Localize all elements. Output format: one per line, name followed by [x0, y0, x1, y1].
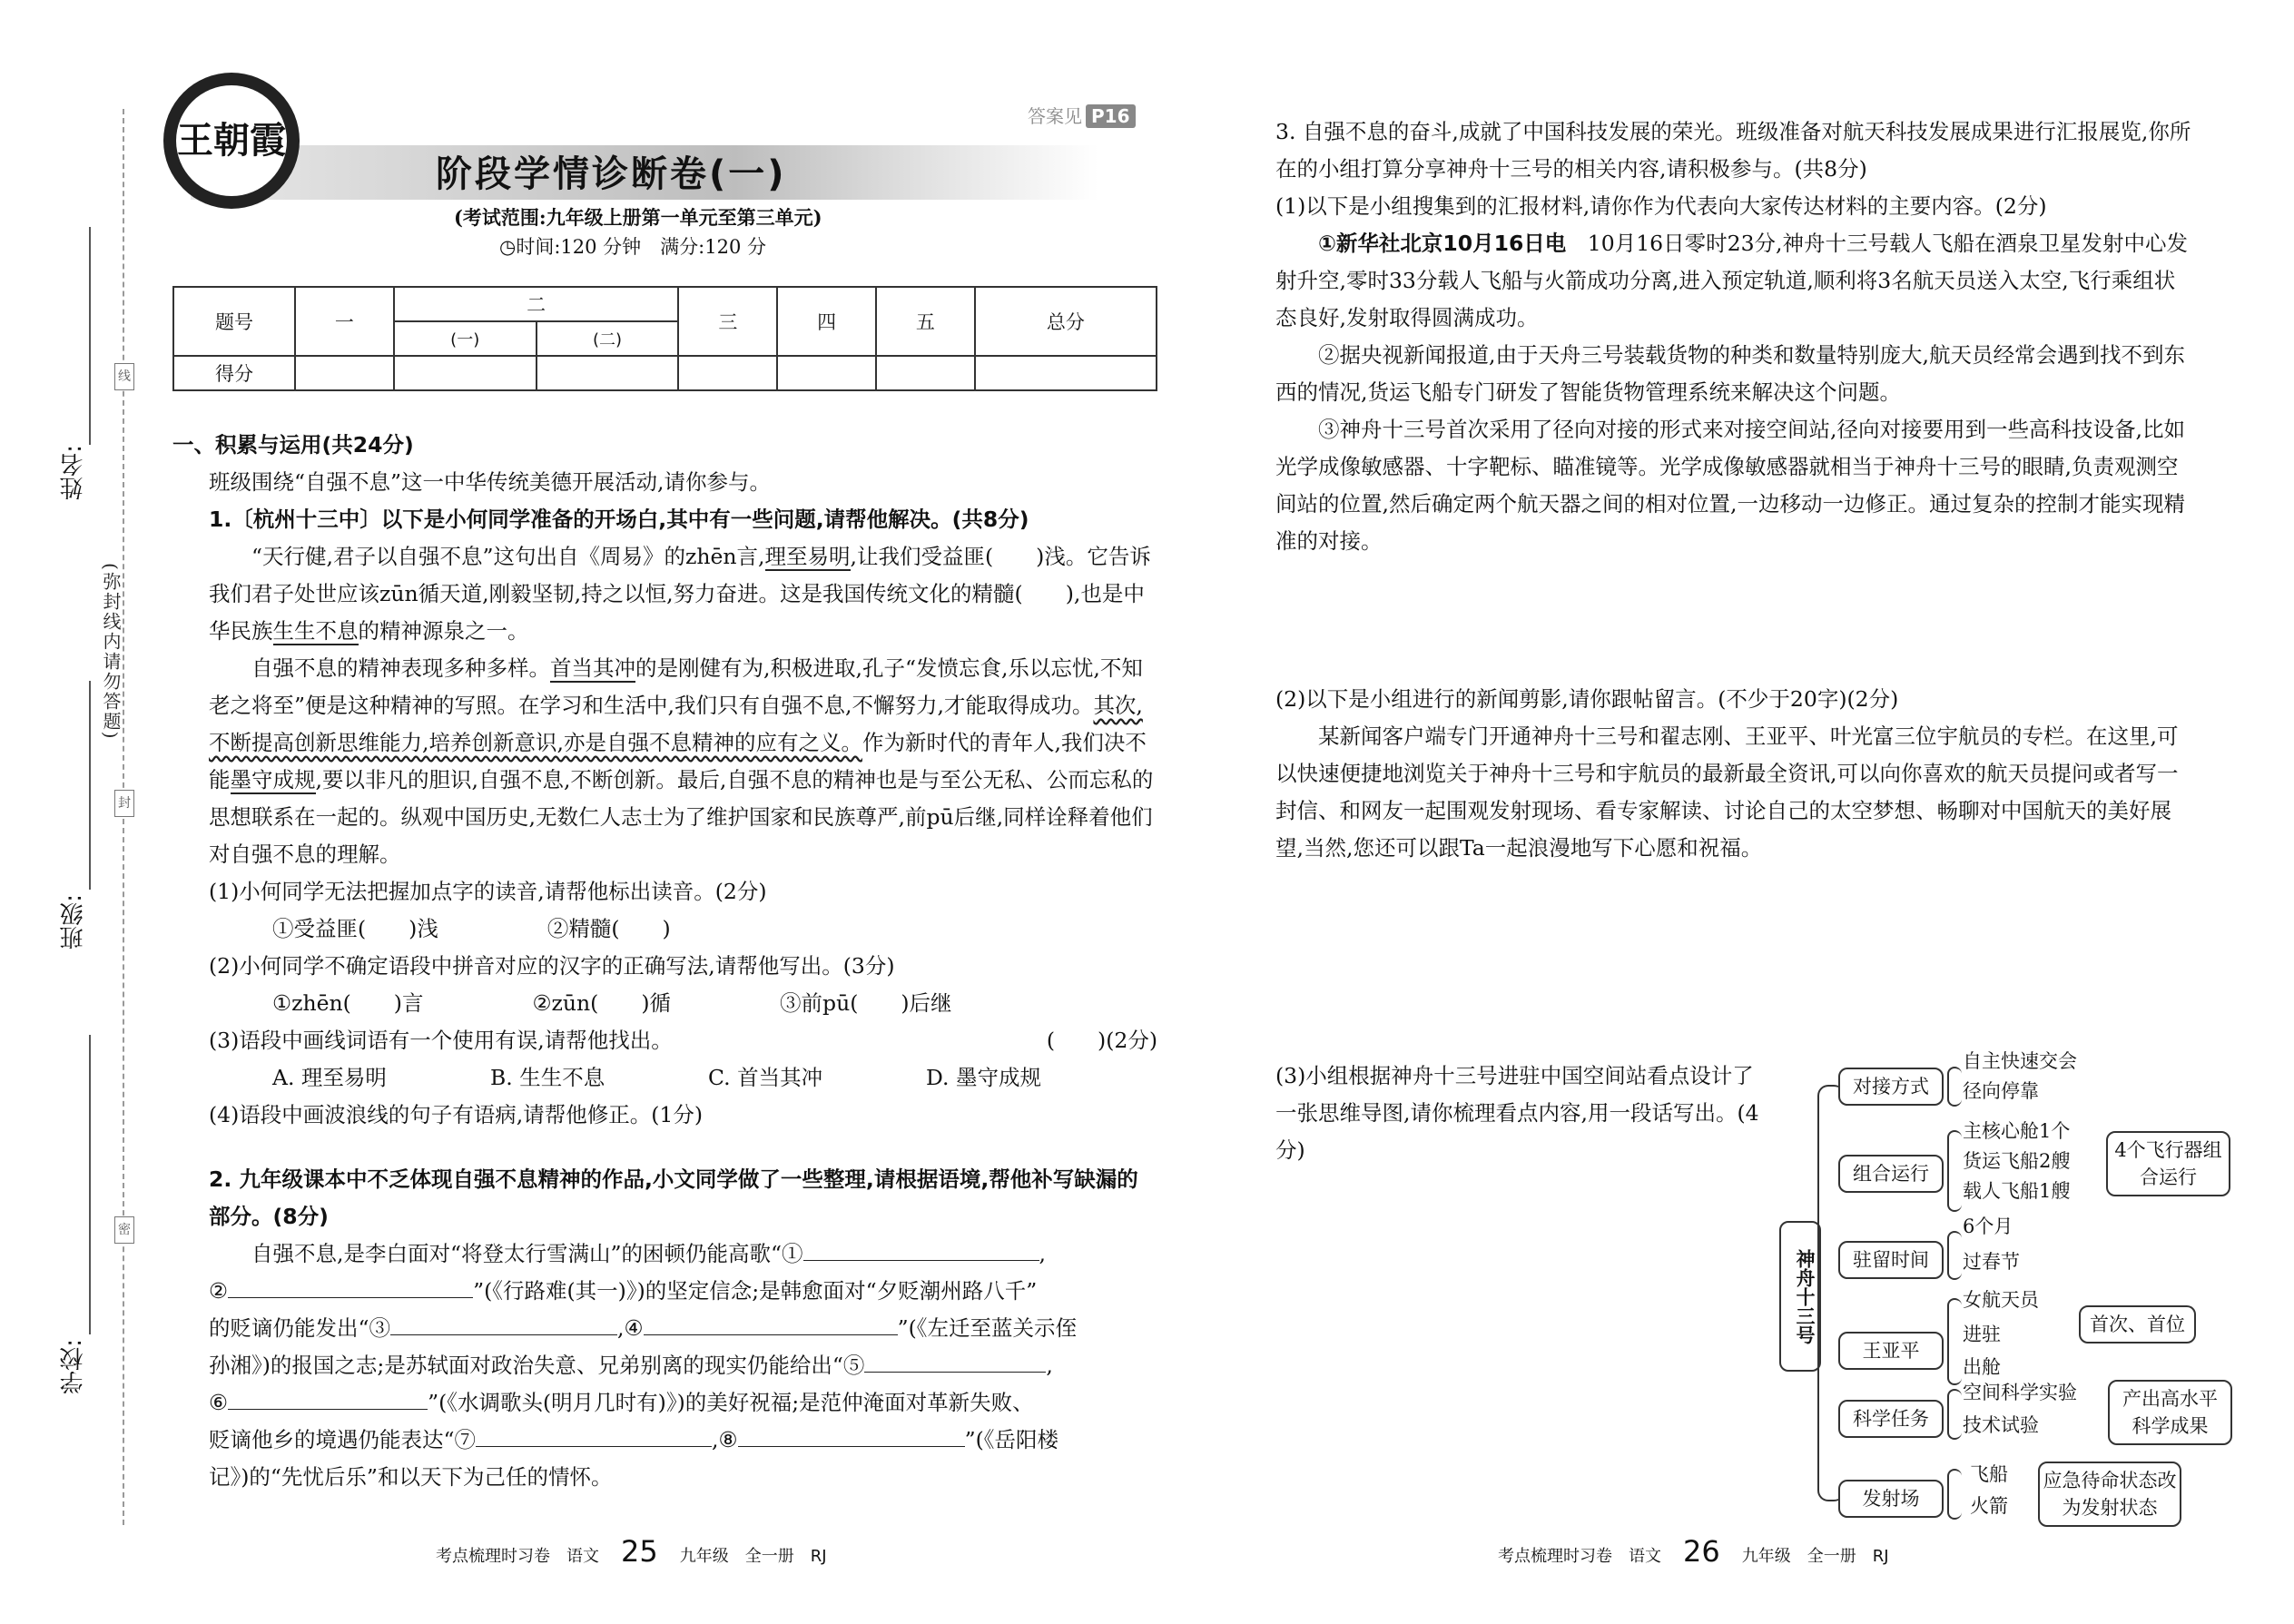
text: ②	[209, 1278, 229, 1304]
text: 孙湘》)的报国之志;是苏轼面对政治失意、兄弟别离的现实仍能给出“⑤	[209, 1353, 865, 1378]
material-3: ③神舟十三号首次采用了径向对接的形式来对接空间站,径向对接要用到一些高科技设备,比如光学成像敏感器、十字靶标、瞄准镜等。光学成像敏感器就相当于神舟十三号的眼睛,负责观测空间站的位置,然后确定两个航天器之间的相对位置,一边移动一边修正。通过复杂的控制才能实现精准的对接。	[1275, 417, 2185, 554]
result-node: 4个飞行器组合运行	[2106, 1131, 2230, 1196]
blank-4[interactable]	[644, 1314, 898, 1336]
seal-mark-1: 线	[114, 363, 134, 390]
option[interactable]: A. 理至易明	[272, 1065, 387, 1090]
right-content-mid	[1275, 681, 2192, 867]
underlined-phrase: 墨守成规	[230, 767, 316, 792]
score-cell[interactable]	[876, 356, 975, 390]
exam-scope: (考试范围:九年级上册第一单元至第三单元)	[454, 206, 822, 229]
brace	[1947, 1130, 1962, 1212]
result-node: 应急待命状态改为发射状态	[2038, 1462, 2181, 1527]
col-2: 二	[394, 287, 679, 321]
leaf: 货运飞船2艘	[1963, 1150, 2071, 1172]
score-cell[interactable]	[295, 356, 394, 390]
q2-head: 2. 九年级课本中不乏体现自强不息精神的作品,小文同学做了一些整理,请根据语境,帮他补写缺漏的部分。(8分)	[209, 1166, 1138, 1229]
text: 的精神源泉之一。	[358, 618, 529, 644]
brand-logo	[163, 73, 300, 209]
class-label: 班级:	[60, 894, 87, 950]
name-label: 姓名:	[60, 445, 87, 500]
text: ,让我们受益匪( )浅。它告诉我们君子处世应该zūn循天道,刚毅坚韧,持之以恒,努力奋进。这是我国传统文化的精髓( ),也是中华民族	[209, 544, 1151, 644]
q3-sub2: (2)以下是小组进行的新闻剪影,请你跟帖留言。(不少于20字)(2分)	[1275, 686, 1899, 712]
q2-line-6	[172, 1422, 1157, 1459]
item[interactable]: ③前pū( )后继	[780, 990, 952, 1016]
material-2: ②据央视新闻报道,由于天舟三号装载货物的种类和数量特别庞大,航天员经常会遇到找不到东西的情况,货运飞船专门研发了智能货物管理系统来解决这个问题。	[1275, 342, 2185, 405]
branch-combined-operation: 组合运行	[1838, 1155, 1944, 1193]
q1-paragraph-2	[172, 650, 1157, 873]
text: 自强不息的精神表现多种多样。	[251, 655, 550, 681]
footer-grade: 九年级 全一册 RJ	[1741, 1547, 1889, 1566]
score-cell[interactable]	[678, 356, 777, 390]
answer-page: P16	[1086, 104, 1136, 128]
leaf: 载人飞船1艘	[1963, 1180, 2071, 1202]
text: ,要以非凡的胆识,自强不息,不断创新。最后,自强不息的精神也是与至公无私、公而忘私的思想联系在一起的。纵观中国历史,无数仁人志士为了维护国家和民族尊严,前pū后继,同样诠释着他们对自强不息的理解。	[209, 767, 1154, 867]
result-node: 产出高水平科学成果	[2108, 1380, 2232, 1445]
q1-sub1: (1)小何同学无法把握加点字的读音,请帮他标出读音。(2分)	[209, 879, 767, 904]
branch-stay-time: 驻留时间	[1838, 1241, 1944, 1279]
right-page	[1171, 0, 2294, 1624]
text: ,⑧	[712, 1427, 738, 1452]
q3-sub3: (3)小组根据神舟十三号进驻中国空间站看点设计了一张思维导图,请你梳理看点内容,用一段话写出。(4分)	[1275, 1063, 1759, 1163]
seal-mark-2: 封	[114, 790, 134, 817]
branch-wang-yaping: 王亚平	[1838, 1332, 1944, 1370]
footer-grade: 九年级 全一册 RJ	[679, 1547, 827, 1566]
text: “天行健,君子以自强不息”这句出自《周易》的zhēn言,	[251, 544, 765, 569]
logo-text: 王朝霞	[176, 85, 287, 196]
class-field[interactable]	[89, 681, 91, 890]
q1-sub1-items	[172, 910, 1157, 948]
text: 的是刚健有为,积极进取,孔子“发愤忘食,乐以忘忧,不知老之将至”便是这种精神的写照。在学习和生活中,我们只有自强不息,不懈努力,才能取得成功。	[209, 655, 1143, 718]
root-brace	[1817, 1085, 1845, 1501]
leaf: 技术试验	[1963, 1414, 2039, 1436]
score-cell[interactable]	[537, 356, 679, 390]
score-row-label: 得分	[173, 356, 295, 390]
q1-sub4: (4)语段中画波浪线的句子有语病,请帮他修正。(1分)	[209, 1102, 704, 1127]
seal-dashed-line	[123, 109, 124, 1525]
blank-7[interactable]	[476, 1425, 712, 1448]
q2-line-2	[172, 1273, 1157, 1310]
branch-science-tasks: 科学任务	[1838, 1400, 1944, 1438]
right-footer	[1498, 1534, 1889, 1569]
news-text: 某新闻客户端专门开通神舟十三号和翟志刚、王亚平、叶光富三位宇航员的专栏。在这里,可以快速便捷地浏览关于神舟十三号和宇航员的最新最全资讯,可以向你喜欢的航天员提问或者写一封信、和网友一起围观发射现场、看专家解读、讨论自己的太空梦想、畅聊对中国航天的美好展望,当然,您还可以跟Ta一起浪漫地写下心愿和祝福。	[1275, 723, 2179, 861]
q1-sub2: (2)小何同学不确定语段中拼音对应的汉字的正确写法,请帮他写出。(3分)	[209, 953, 895, 979]
material-1	[1275, 225, 2192, 337]
leaf: 过春节	[1963, 1251, 2020, 1273]
q2-line-7: 记》)的“先忧后乐”和以天下为己任的情怀。	[209, 1464, 613, 1490]
blank-6[interactable]	[228, 1388, 428, 1411]
seal-mark-3: 密	[114, 1216, 134, 1244]
sub-col-2: (二)	[537, 321, 679, 356]
section1-intro: 班级围绕“自强不息”这一中华传统美德开展活动,请你参与。	[209, 469, 771, 495]
item[interactable]: ①受益匪( )浅	[272, 916, 438, 941]
page-number: 25	[621, 1534, 658, 1569]
blank-5[interactable]	[864, 1351, 1046, 1373]
school-field[interactable]	[89, 1035, 91, 1334]
option[interactable]: B. 生生不息	[490, 1065, 605, 1090]
wavy-sentence: 其次,不断提高创新思维能力,培养创新意识,亦是自强不息精神的应有之义。	[209, 693, 1143, 755]
sub-col-1: (一)	[394, 321, 537, 356]
branch-launch-site: 发射场	[1838, 1480, 1944, 1518]
q2-line-3	[172, 1310, 1157, 1347]
left-footer	[436, 1534, 827, 1569]
name-field[interactable]	[89, 227, 91, 445]
leaf: 进驻	[1963, 1324, 2001, 1345]
blank-2[interactable]	[228, 1276, 473, 1299]
leaf: 空间科学实验	[1963, 1382, 2077, 1403]
item[interactable]: ①zhēn( )言	[272, 990, 424, 1016]
score-cell[interactable]	[975, 356, 1157, 390]
result-node: 首次、首位	[2079, 1305, 2196, 1343]
text: 自强不息,是李白面对“将登太行雪满山”的困顿仍能高歌“①	[251, 1241, 803, 1266]
clock-icon: ◷	[499, 236, 517, 258]
section1-title: 一、积累与运用(共24分)	[172, 432, 414, 458]
leaf: 自主快速交会	[1963, 1050, 2077, 1072]
leaf: 主核心舱1个	[1963, 1120, 2071, 1142]
item[interactable]: ②精髓( )	[546, 916, 671, 941]
answer-reference	[1028, 102, 1136, 128]
text: ”(《岳阳楼	[964, 1427, 1058, 1452]
left-content	[172, 427, 1157, 1496]
col-5: 五	[876, 287, 975, 356]
leaf: 径向停靠	[1963, 1080, 2039, 1102]
footer-series: 考点梳理时习卷 语文	[1498, 1547, 1661, 1566]
text: 的贬谪仍能发出“③	[209, 1315, 391, 1341]
answer-ref-label: 答案见	[1028, 105, 1082, 127]
seal-note: (弥封线内请勿答题)	[100, 563, 122, 741]
q1-head: 1.〔杭州十三中〕以下是小何同学准备的开场白,其中有一些问题,请帮他解决。(共8分)	[209, 507, 1029, 532]
text: (3)语段中画线词语有一个使用有误,请帮他找出。	[209, 1028, 673, 1053]
time-text: 时间:120 分钟 满分:120 分	[516, 236, 766, 258]
blank-3[interactable]	[390, 1314, 617, 1336]
underlined-phrase: 生生不息	[272, 618, 359, 644]
text: ,④	[617, 1315, 644, 1341]
table-header-label: 题号	[173, 287, 295, 356]
text: 10月16日零时23分,神舟十三号载人飞船在酒泉卫星发射中心发射升空,零时33分载人飞船与火箭成功分离,进入预定轨道,顺利将3名航天员送入太空,飞行乘组状态良好,发射取得圆满成功。	[1275, 231, 2188, 330]
underlined-phrase: 首当其冲	[550, 655, 635, 681]
q2-line-5	[172, 1384, 1157, 1422]
text: 贬谪他乡的境遇仍能表达“⑦	[209, 1427, 477, 1452]
footer-series: 考点梳理时习卷 语文	[436, 1547, 599, 1566]
score-cell[interactable]	[777, 356, 876, 390]
answer-bracket[interactable]: ( )(2分)	[1046, 1028, 1157, 1053]
leaf: 飞船	[1970, 1463, 2008, 1485]
text: ”(《水调歌头(明月几时有)》)的美好祝福;是范仲淹面对革新失败、	[428, 1390, 1034, 1415]
page-number: 26	[1683, 1534, 1720, 1569]
brace	[1947, 1389, 1962, 1440]
time-info	[499, 232, 766, 260]
page-title: 阶段学情诊断卷(一)	[436, 153, 787, 195]
leaf: 出舱	[1963, 1356, 2001, 1378]
text: ”(《行路难(其一)》)的坚定信念;是韩愈面对“夕贬潮州路八千”	[473, 1278, 1038, 1304]
blank-8[interactable]	[738, 1425, 965, 1448]
mindmap-root: 神舟十三号	[1779, 1221, 1821, 1372]
q2-line-1: 自强不息,是李白面对“将登太行雪满山”的困顿仍能高歌“① ,	[172, 1235, 1157, 1273]
q2-line-4: 孙湘》)的报国之志;是苏轼面对政治失意、兄弟别离的现实仍能给出“⑤ ,	[172, 1347, 1157, 1384]
q3-sub1: (1)以下是小组搜集到的汇报材料,请你作为代表向大家传达材料的主要内容。(2分)	[1275, 193, 2047, 219]
blank-1[interactable]	[803, 1239, 1039, 1262]
q1-paragraph-1	[172, 538, 1157, 650]
brace	[1947, 1067, 1962, 1107]
underlined-phrase: 理至易明	[764, 544, 851, 569]
right-content-top	[1275, 113, 2192, 560]
q1-sub2-items	[172, 985, 1157, 1022]
branch-docking: 对接方式	[1838, 1068, 1944, 1106]
col-3: 三	[678, 287, 777, 356]
option[interactable]: C. 首当其冲	[708, 1065, 823, 1090]
text: ”(《左迁至蓝关示侄	[897, 1315, 1077, 1341]
brace	[1947, 1469, 1962, 1520]
text: 作为新时代的青年人,我们决不能	[209, 730, 1147, 792]
brace	[1947, 1298, 1962, 1385]
brace	[1947, 1231, 1962, 1280]
q1-sub3-options	[172, 1059, 1157, 1097]
material-lead: ①新华社北京10月16日电	[1318, 231, 1567, 256]
col-1: 一	[295, 287, 394, 356]
text: ⑥	[209, 1390, 229, 1415]
item[interactable]: ②zūn( )循	[532, 990, 672, 1016]
q1-sub3	[172, 1022, 1157, 1059]
spacer	[172, 1134, 1157, 1161]
q3-head: 3. 自强不息的奋斗,成就了中国科技发展的荣光。班级准备对航天科技发展成果进行汇报展览,你所在的小组打算分享神舟十三号的相关内容,请积极参与。(共8分)	[1275, 119, 2191, 182]
leaf: 女航天员	[1963, 1289, 2039, 1311]
col-total: 总分	[975, 287, 1157, 356]
col-4: 四	[777, 287, 876, 356]
school-label: 学校:	[60, 1339, 87, 1394]
score-cell[interactable]	[394, 356, 537, 390]
leaf: 火箭	[1970, 1495, 2008, 1517]
leaf: 6个月	[1963, 1216, 2013, 1237]
score-table	[172, 286, 1157, 391]
option[interactable]: D. 墨守成规	[926, 1065, 1041, 1090]
